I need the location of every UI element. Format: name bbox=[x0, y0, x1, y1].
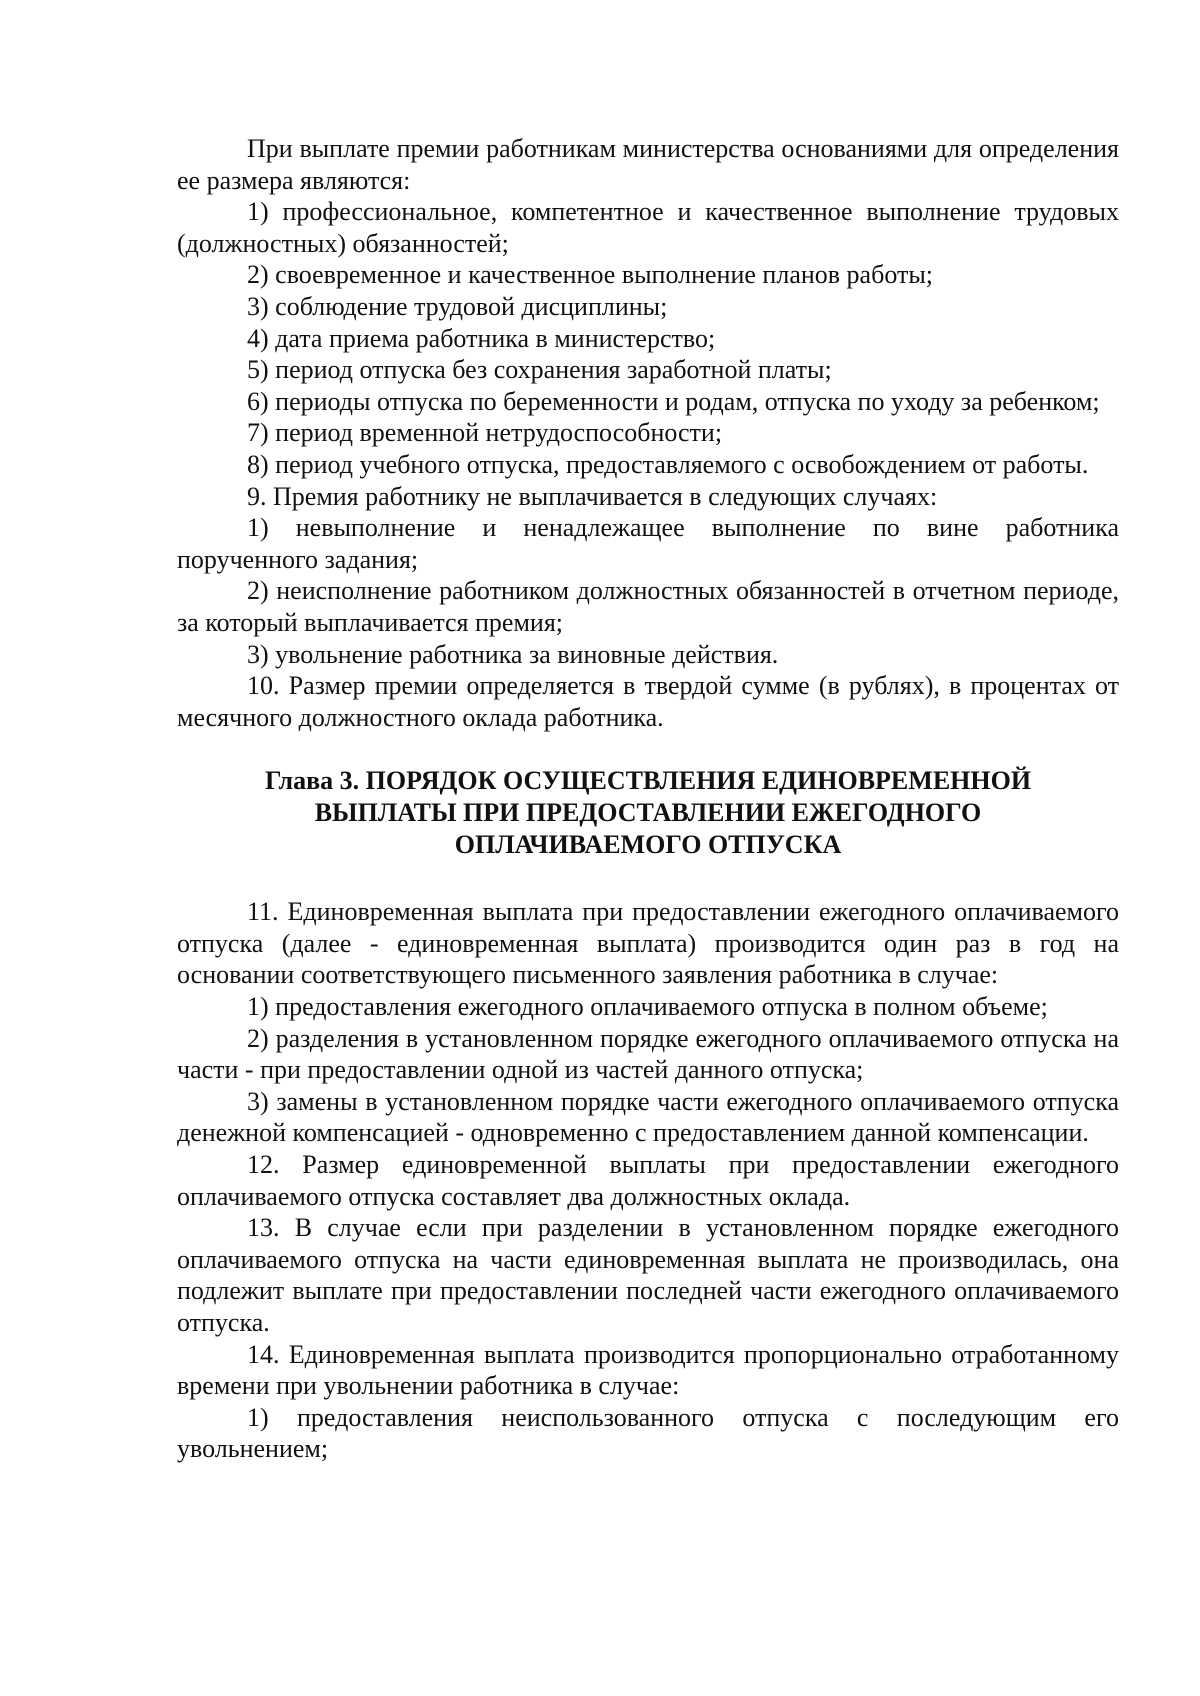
paragraph-9-no-bonus: 9. Премия работнику не выплачивается в следующих случаях: bbox=[247, 481, 938, 511]
chapter-heading-line-1: Глава 3. ПОРЯДОК ОСУЩЕСТВЛЕНИЯ ЕДИНОВРЕМЕННОЙ bbox=[264, 766, 1032, 796]
document-body bbox=[177, 133, 1119, 1465]
paragraph-item-1-professional: 1) профессиональное, компетентное и качественное выполнение трудовых (должностных) обязанностей; bbox=[177, 197, 1119, 258]
chapter-heading bbox=[177, 765, 1119, 861]
paragraph-11-item-2: 2) разделения в установленном порядке ежегодного оплачиваемого отпуска на части - при предоставлении одной из частей данного отпуска; bbox=[177, 1023, 1119, 1085]
paragraph-item-2-timely: 2) своевременное и качественное выполнение планов работы; bbox=[247, 260, 934, 290]
paragraph-9-item-3: 3) увольнение работника за виновные действия. bbox=[247, 639, 779, 669]
paragraph-item-8-study-leave: 8) период учебного отпуска, предоставляемого с освобождением от работы. bbox=[247, 449, 1089, 479]
paragraph-12-payment-size: 12. Размер единовременной выплаты при предоставлении ежегодного оплачиваемого отпуска составляет два должностных оклада. bbox=[177, 1150, 1119, 1211]
paragraph-14-proportional: 14. Единовременная выплата производится пропорционально отработанному времени при увольнении работника в случае: bbox=[177, 1339, 1119, 1401]
paragraph-9-item-1: 1) невыполнение и ненадлежащее выполнение по вине работника порученного задания; bbox=[177, 513, 1119, 574]
paragraph-item-3-discipline: 3) соблюдение трудовой дисциплины; bbox=[247, 291, 668, 321]
paragraph-bonus-grounds: При выплате премии работникам министерства основаниями для определения ее размера являются: bbox=[177, 134, 1119, 195]
paragraph-10-bonus-size: 10. Размер премии определяется в твердой сумме (в рублях), в процентах от месячного должностного оклада работника. bbox=[177, 671, 1119, 732]
paragraph-11-item-3: 3) замены в установленном порядке части ежегодного оплачиваемого отпуска денежной компенсацией - одновременно с предоставлением данной компенсации. bbox=[177, 1086, 1119, 1148]
paragraph-item-5-unpaid-leave: 5) период отпуска без сохранения заработной платы; bbox=[247, 355, 832, 385]
chapter-heading-line-3: ОПЛАЧИВАЕМОГО ОТПУСКА bbox=[454, 830, 842, 860]
paragraph-11-one-time-payment: 11. Единовременная выплата при предоставлении ежегодного оплачиваемого отпуска (далее - единовременная выплата) производится один раз в год на основании соответствующего письменного заявления работника в случае: bbox=[177, 897, 1119, 990]
paragraph-item-6-maternity: 6) периоды отпуска по беременности и родам, отпуска по уходу за ребенком; bbox=[247, 386, 1100, 416]
paragraph-item-4-hire-date: 4) дата приема работника в министерство; bbox=[247, 323, 716, 353]
paragraph-13-split-leave: 13. В случае если при разделении в установленном порядке ежегодного оплачиваемого отпуска на части единовременная выплата не производилась, она подлежит выплате при предоставлении последней части ежегодного оплачиваемого отпуска. bbox=[177, 1213, 1119, 1337]
paragraph-11-item-1: 1) предоставления ежегодного оплачиваемого отпуска в полном объеме; bbox=[247, 992, 1048, 1022]
paragraph-14-item-1: 1) предоставления неиспользованного отпуска с последующим его увольнением; bbox=[177, 1402, 1119, 1464]
chapter-heading-line-2: ВЫПЛАТЫ ПРИ ПРЕДОСТАВЛЕНИИ ЕЖЕГОДНОГО bbox=[314, 798, 982, 828]
paragraph-9-item-2: 2) неисполнение работником должностных обязанностей в отчетном периоде, за который выплачивается премия; bbox=[177, 576, 1119, 637]
paragraph-item-7-sick-leave: 7) период временной нетрудоспособности; bbox=[247, 418, 723, 448]
